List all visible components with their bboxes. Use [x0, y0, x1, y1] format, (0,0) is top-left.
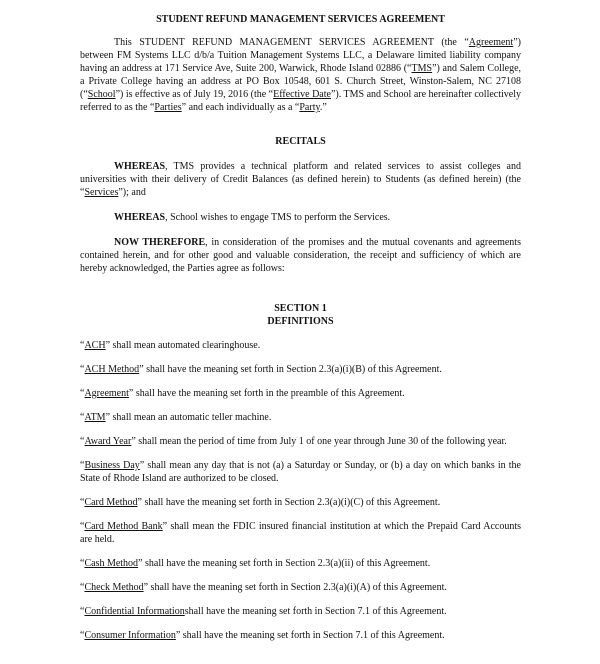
definition-item: “Card Method Bank” shall mean the FDIC insured financial institution at which the Prepaid Card Accounts are held. [80, 521, 521, 545]
definition-term: ACH Method [84, 364, 140, 375]
section-title: DEFINITIONS [267, 316, 334, 327]
definition-term: ACH [84, 340, 106, 351]
definition-item: “Business Day” shall mean any day that is not (a) a Saturday or Sunday, or (b) a day on which banks in the State of Rhode Island are authorized to be closed. [80, 460, 521, 484]
document-body [80, 13, 521, 653]
definition-term: Cash Method [84, 558, 139, 569]
defined-term-school: School [87, 89, 116, 100]
definition-term: Consumer Information [84, 630, 176, 641]
defined-term-effective-date: Effective Date [273, 89, 331, 100]
definition-term: Agreement [84, 388, 129, 399]
recital-2: WHEREAS, School wishes to engage TMS to perform the Services. [114, 212, 391, 223]
recitals-heading: RECITALS [275, 136, 326, 147]
definitions-list [80, 339, 521, 642]
defined-term-tms: TMS [411, 63, 433, 74]
definition-item: “Confidential Informationshall have the meaning set forth in Section 7.1 of this Agreement. [80, 606, 447, 617]
definition-item: “Agreement” shall have the meaning set forth in the preamble of this Agreement. [80, 388, 405, 399]
defined-term-agreement: Agreement [468, 37, 514, 48]
definition-item: “Award Year” shall mean the period of time from July 1 of one year through June 30 of the following year. [80, 436, 507, 447]
definition-item: “ACH Method” shall have the meaning set forth in Section 2.3(a)(i)(B) of this Agreement. [80, 364, 442, 375]
definition-term: ATM [84, 412, 106, 423]
definition-item: “Cash Method” shall have the meaning set forth in Section 2.3(a)(ii) of this Agreement. [80, 558, 431, 569]
recital-1: WHEREAS, TMS provides a technical platform and related services to assist colleges and universities with their delivery of Credit Balances (as defined herein) to Students (as defined herein) (the “Services”); and [80, 161, 521, 198]
defined-term-parties: Parties [154, 102, 182, 113]
definition-term: Award Year [84, 436, 132, 447]
definition-item: “Card Method” shall have the meaning set forth in Section 2.3(a)(i)(C) of this Agreement. [80, 497, 441, 508]
definition-item: “ACH” shall mean automated clearinghouse. [80, 340, 261, 351]
defined-term-party: Party [299, 102, 320, 113]
definition-term: Confidential Information [84, 606, 185, 617]
definition-term: Card Method Bank [84, 521, 163, 532]
defined-term-services: Services [84, 187, 119, 198]
definition-term: Card Method [84, 497, 138, 508]
definition-term: Check Method [84, 582, 144, 593]
definition-item: “ATM” shall mean an automatic teller machine. [80, 412, 272, 423]
document-title: STUDENT REFUND MANAGEMENT SERVICES AGREEMENT [156, 14, 445, 25]
intro-paragraph: This STUDENT REFUND MANAGEMENT SERVICES AGREEMENT (the “Agreement”) between FM Systems LLC d/b/a Tuition Management Systems LLC, a Delaware limited liability company having an address at 171 Service Ave, Suite 200, Warwick, Rhode Island 02886 (“TMS”) and Salem College, a Private College having an address at PO Box 10548, 601 S. Church Street, Winston-Salem, NC 27108 (“School”) is effective as of July 19, 2016 (the “Effective Date”). TMS and School are hereinafter collectively referred to as the “Parties” and each individually as a “Party.” [80, 37, 522, 113]
definition-item: “Check Method” shall have the meaning set forth in Section 2.3(a)(i)(A) of this Agreement. [80, 582, 447, 593]
recital-3: NOW THEREFORE, in consideration of the promises and the mutual covenants and agreements contained herein, and for other good and valuable consideration, the receipt and sufficiency of which are hereby acknowledged, the Parties agree as follows: [80, 237, 521, 274]
definition-item: “Consumer Information” shall have the meaning set forth in Section 7.1 of this Agreement. [80, 630, 445, 641]
section-number: SECTION 1 [274, 303, 327, 314]
definition-term: Business Day [84, 460, 140, 471]
